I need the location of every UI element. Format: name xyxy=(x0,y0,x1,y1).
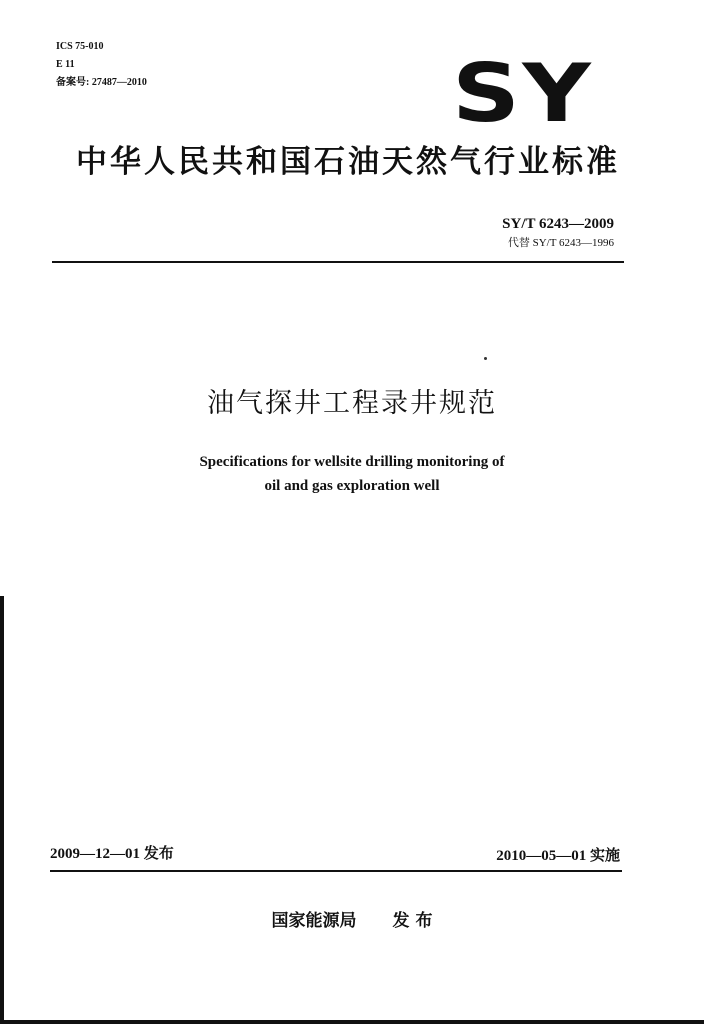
industry-standard-title: 中华人民共和国石油天然气行业标准 xyxy=(76,144,620,180)
sy-logo: SY xyxy=(452,47,594,140)
scan-edge-left xyxy=(0,596,4,1024)
publisher-action: 发 布 xyxy=(392,911,433,931)
publisher-name: 国家能源局 xyxy=(271,911,357,931)
issue-date: 2009—12—01 发布 xyxy=(50,846,174,862)
top-divider xyxy=(52,261,624,263)
document-title-english xyxy=(0,450,704,498)
standard-number: SY/T 6243—2009 xyxy=(502,216,614,232)
bottom-divider xyxy=(50,870,622,872)
english-title-line-1: Specifications for wellsite drilling monitoring of xyxy=(199,454,505,470)
effective-date: 2010—05—01 实施 xyxy=(496,848,620,864)
record-number: 备案号: 27487—2010 xyxy=(56,77,147,88)
english-title-line-2: oil and gas exploration well xyxy=(264,478,440,494)
classification-code: E 11 xyxy=(56,59,75,70)
ics-code: ICS 75-010 xyxy=(56,41,104,52)
header-meta xyxy=(56,38,147,92)
standard-code-block xyxy=(502,214,614,252)
document-title-chinese: 油气探井工程录井规范 xyxy=(207,388,497,419)
publisher-line xyxy=(0,908,704,934)
replaces-standard: 代替 SY/T 6243—1996 xyxy=(507,237,614,249)
scan-dot xyxy=(484,357,487,360)
scan-edge-bottom xyxy=(0,1020,704,1024)
